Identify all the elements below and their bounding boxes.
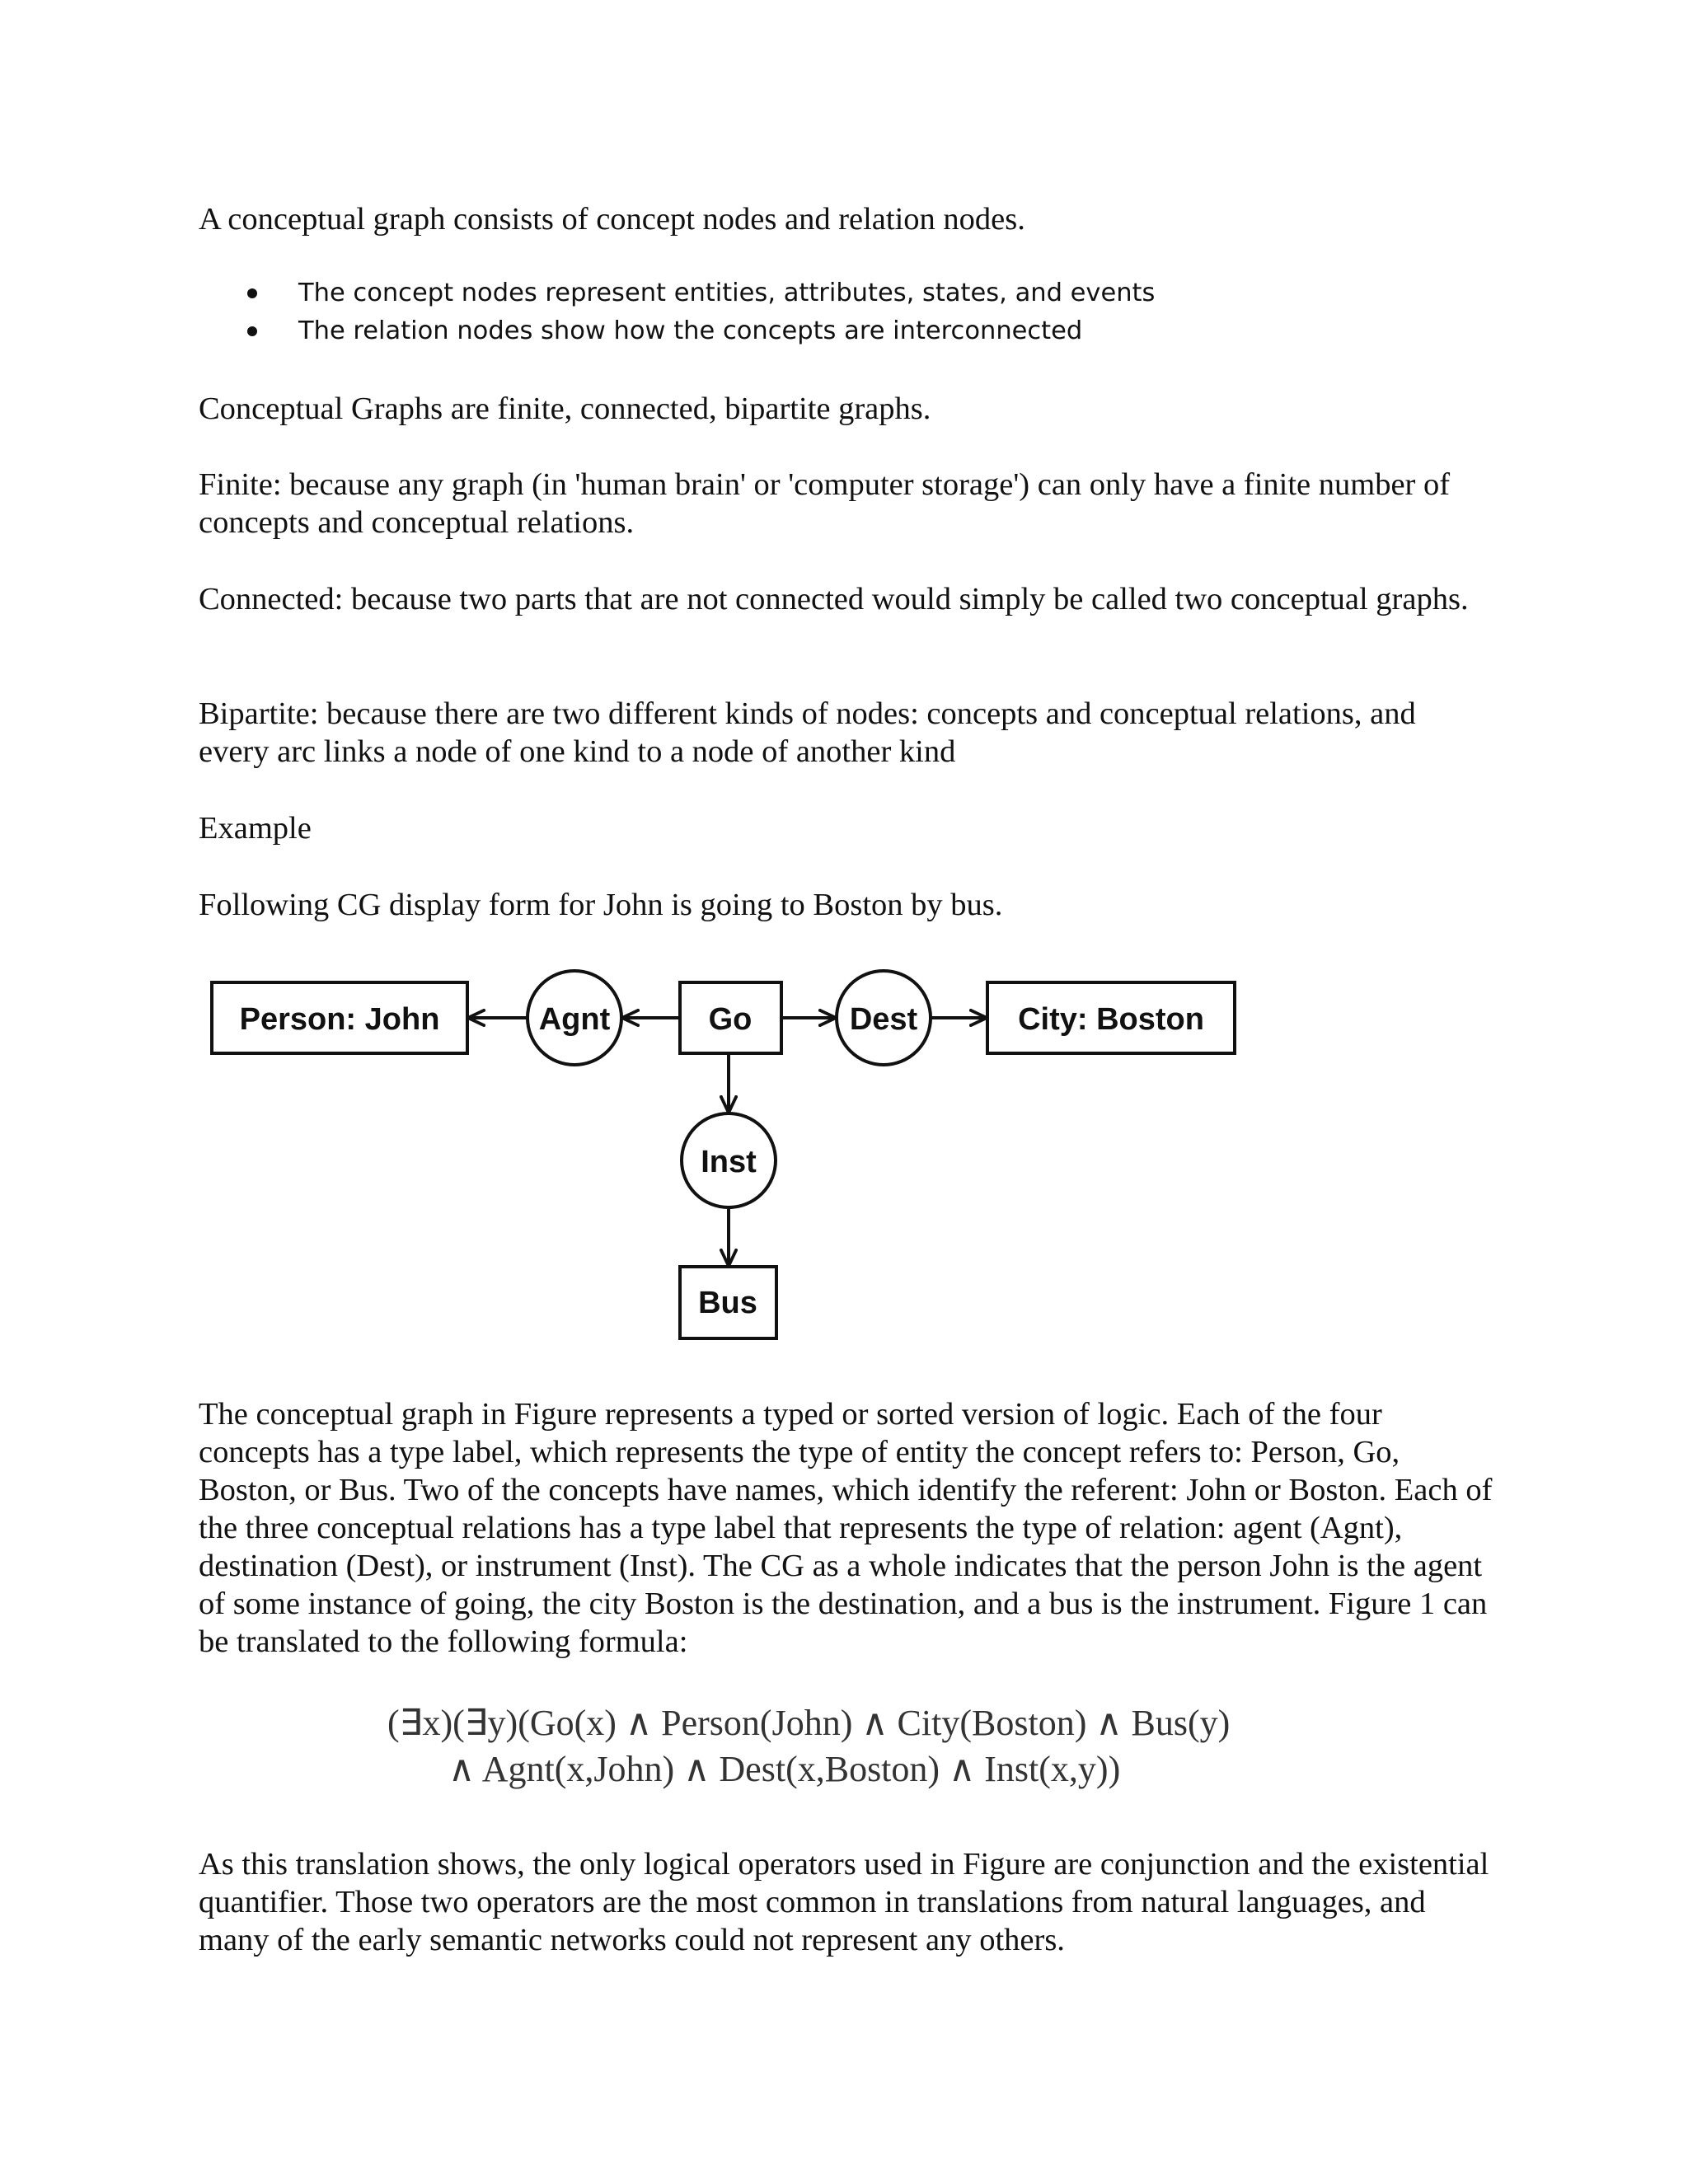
- formula-line-1: (∃x)(∃y)(Go(x) ∧ Person(John) ∧ City(Boston) ∧ Bus(y): [387, 1703, 1231, 1743]
- closing-paragraph: As this translation shows, the only logical operators used in Figure are conjunction and the existential quantifier. Those two operators are the most common in translations from natural languages, and many of the early semantic networks could not represent any others.: [199, 1847, 1489, 1957]
- explanation-paragraph: The conceptual graph in Figure represents a typed or sorted version of logic. Each of the four concepts has a type label, which represents the type of entity the concept refers to: Person, Go, Boston, or Bus. Two of the concepts have names, which identify the referent: John or Boston. Each of the three conceptual relations has a type label that represents the type of relation: agent (Agnt), destination (Dest), or instrument (Inst). The CG as a whole indicates that the person John is the agent of some instance of going, the city Boston is the destination, and a bus is the instrument. Figure 1 can be translated to the following formula:: [199, 1397, 1493, 1659]
- following-paragraph: Following CG display form for John is going to Boston by bus.: [199, 888, 1003, 922]
- connected-paragraph: Connected: because two parts that are not connected would simply be called two conceptual graphs.: [199, 582, 1469, 616]
- cg-definition-paragraph: Conceptual Graphs are finite, connected, bipartite graphs.: [199, 391, 931, 426]
- logic-formula: [387, 1700, 1327, 1793]
- inst-label: Inst: [701, 1145, 757, 1179]
- person-label: Person: John: [239, 1002, 440, 1037]
- bipartite-paragraph: Bipartite: because there are two different kinds of nodes: concepts and conceptual relations, and every arc links a node of one kind to a node of another kind: [199, 696, 1416, 769]
- bullet-text: The relation nodes show how the concepts are interconnected: [298, 316, 1083, 345]
- example-heading: Example: [199, 811, 312, 846]
- finite-paragraph: Finite: because any graph (in 'human brain' or 'computer storage') can only have a finite number of concepts and conceptual relations.: [199, 467, 1451, 540]
- city-label: City: Boston: [1018, 1002, 1204, 1037]
- agnt-label: Agnt: [538, 1002, 611, 1037]
- dest-label: Dest: [849, 1002, 918, 1037]
- intro-paragraph: A conceptual graph consists of concept nodes and relation nodes.: [199, 202, 1025, 237]
- go-label: Go: [708, 1002, 753, 1037]
- formula-line-2: ∧ Agnt(x,John) ∧ Dest(x,Boston) ∧ Inst(x,y)): [448, 1749, 1121, 1789]
- bus-label: Bus: [698, 1286, 757, 1320]
- bullet-text: The concept nodes represent entities, attributes, states, and events: [298, 279, 1156, 307]
